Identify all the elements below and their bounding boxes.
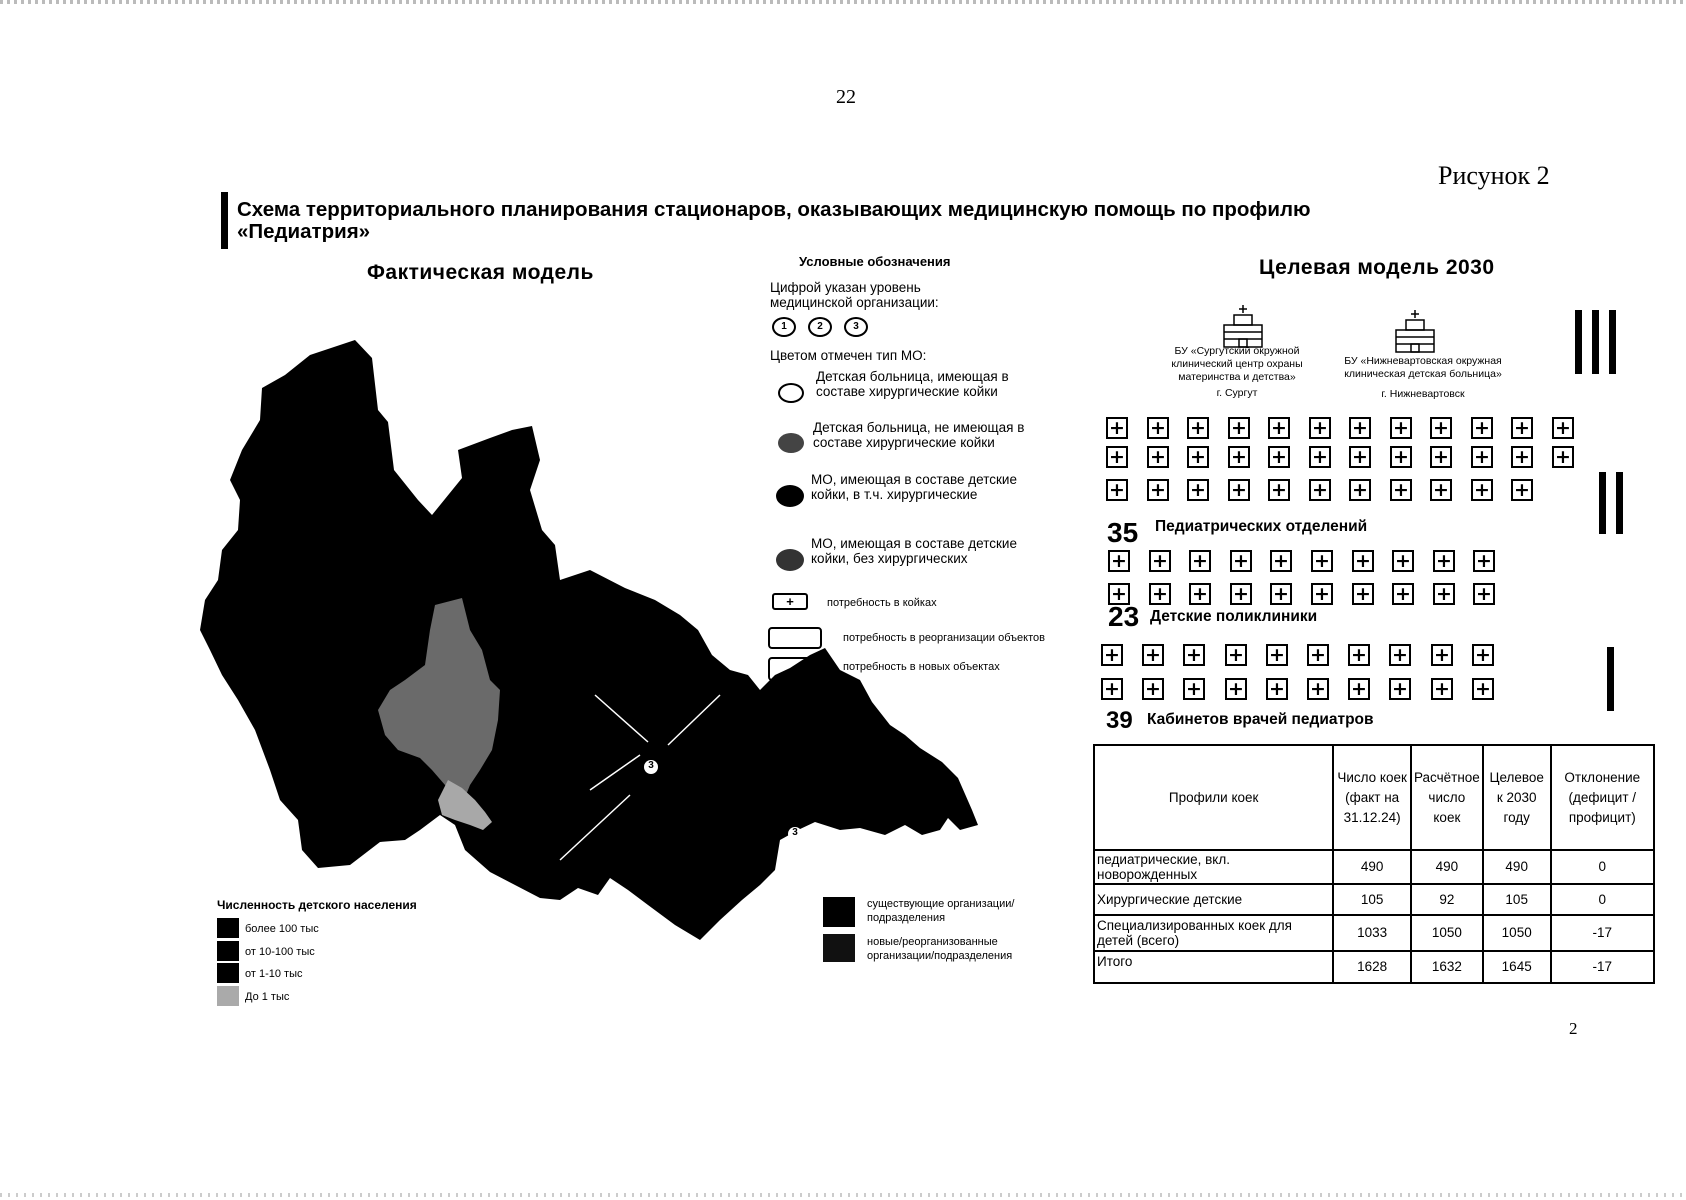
table-cell: 1050 [1483, 915, 1551, 951]
bed-need-plus-icon: + [1511, 479, 1533, 501]
bed-need-plus-icon: + [1270, 550, 1292, 572]
bed-need-plus-icon: + [1352, 583, 1374, 605]
bed-need-plus-icon: + [1101, 678, 1123, 700]
bed-need-plus-icon: + [1349, 417, 1371, 439]
new-need-label: потребность в новых объектах [843, 661, 1000, 673]
table-cell: Специализированных коек для детей (всего) [1094, 915, 1333, 951]
bed-need-plus-icon: + [1390, 479, 1412, 501]
hospital-name-1: БУ «Сургутский окружной клинический центр охраны материнства и детства» [1171, 345, 1303, 383]
bed-need-plus-icon: + [1552, 446, 1574, 468]
bed-need-plus-icon: + [1311, 583, 1333, 605]
table-row [1094, 850, 1654, 884]
legend-heading: Условные обозначения [799, 254, 951, 269]
bed-need-plus-icon: + [1348, 678, 1370, 700]
type-marker-3 [776, 485, 804, 507]
bed-need-plus-icon: + [1268, 479, 1290, 501]
bed-need-plus-icon: + [1225, 678, 1247, 700]
bed-need-plus-icon: + [1187, 479, 1209, 501]
bed-need-plus-icon: + [1511, 446, 1533, 468]
bed-need-plus-icon: + [1348, 644, 1370, 666]
bed-need-plus-icon: + [1106, 479, 1128, 501]
org-label-existing: существующие организации/подразделения [867, 898, 1015, 924]
hospital-name-2: БУ «Нижневартовская окружная клиническая детская больница» [1344, 355, 1502, 380]
bed-need-plus-icon: + [1392, 550, 1414, 572]
level-bar-3c [1609, 310, 1616, 374]
bed-need-plus-icon: + [1309, 479, 1331, 501]
bed-need-plus-icon: + [1309, 446, 1331, 468]
table-row [1094, 951, 1654, 983]
bed-need-plus-icon: + [1228, 446, 1250, 468]
table-row [1094, 915, 1654, 951]
bed-need-plus-icon: + [1149, 583, 1171, 605]
bed-need-plus-icon: + [1230, 550, 1252, 572]
bed-need-plus-icon: + [1147, 446, 1169, 468]
bed-need-plus-icon: + [1189, 550, 1211, 572]
bed-need-plus-icon: + [1149, 550, 1171, 572]
bed-need-plus-icon: + [1390, 417, 1412, 439]
figure-title: Схема территориального планирования стационаров, оказывающих медицинскую помощь по профилю «Педиатрия» [237, 198, 1311, 243]
bed-need-plus-icon: + [1309, 417, 1331, 439]
bed-need-plus-icon: + [1142, 644, 1164, 666]
population-swatch-2 [217, 941, 239, 961]
bed-need-plus-icon: + [1307, 678, 1329, 700]
bed-need-plus-icon: + [1392, 583, 1414, 605]
map-marker-label-1: 3 [648, 760, 654, 771]
table-cell: 490 [1333, 850, 1411, 884]
type-label-3: МО, имеющая в составе детские койки, в т.ч. хирургические [811, 472, 1017, 502]
table-cell: -17 [1551, 915, 1654, 951]
beds-table [1093, 744, 1655, 984]
table-cell: 1050 [1411, 915, 1483, 951]
bed-need-plus-icon: + [1268, 417, 1290, 439]
hospital-city-1: г. Сургут [1216, 387, 1258, 399]
bed-need-plus-icon: + [1266, 678, 1288, 700]
bed-need-plus-icon: + [1106, 446, 1128, 468]
bed-need-plus-icon: + [1433, 583, 1455, 605]
type-marker-1 [778, 383, 804, 403]
legend-level-text: Цифрой указан уровень медицинской организации: [770, 280, 939, 310]
population-label-2: от 10-100 тыс [245, 946, 315, 958]
bed-need-plus-icon: + [1552, 417, 1574, 439]
population-legend-heading: Численность детского населения [217, 898, 417, 912]
hospital-building-icon-2 [1392, 310, 1438, 354]
bed-need-plus-icon: + [1430, 446, 1452, 468]
table-cell: 1632 [1411, 951, 1483, 983]
level-circle-1: 1 [772, 317, 796, 337]
table-cell: 490 [1411, 850, 1483, 884]
bed-need-plus-icon: + [1187, 446, 1209, 468]
bed-need-label: потребность в койках [827, 597, 937, 609]
bed-need-plus-icon: + [1270, 583, 1292, 605]
level-circle-3: 3 [844, 317, 868, 337]
figure-label: Рисунок 2 [1438, 161, 1550, 190]
bed-need-plus-icon: + [1430, 479, 1452, 501]
group-count-1: 35 [1107, 517, 1139, 548]
table-header-cell: Отклонение (дефицит / профицит) [1551, 745, 1654, 850]
scan-edge-bottom [0, 1193, 1686, 1197]
bed-need-plus-icon: + [1433, 550, 1455, 572]
title-bar-mark [221, 192, 228, 249]
table-cell: педиатрические, вкл. новорожденных [1094, 850, 1333, 884]
level-bar-3b [1592, 310, 1599, 374]
bed-need-plus-icon: + [1101, 644, 1123, 666]
bed-need-plus-icon: + [1352, 550, 1374, 572]
bed-need-plus-icon: + [1472, 644, 1494, 666]
bed-need-plus-icon: + [1147, 479, 1169, 501]
bed-need-plus-icon: + [1108, 550, 1130, 572]
bed-need-plus-icon: + [1473, 583, 1495, 605]
bed-need-plus-icon: + [1225, 644, 1247, 666]
group-label-2: Детские поликлиники [1150, 608, 1318, 625]
population-swatch-1 [217, 918, 239, 938]
bed-need-plus-icon: + [1266, 644, 1288, 666]
table-cell: 1033 [1333, 915, 1411, 951]
org-swatch-existing [823, 897, 855, 927]
table-header-cell: Профили коек [1094, 745, 1333, 850]
hospital-city-2: г. Нижневартовск [1381, 388, 1465, 400]
bed-need-plus-icon: + [1106, 417, 1128, 439]
table-cell: 1645 [1483, 951, 1551, 983]
bed-need-plus-icon: + [1307, 644, 1329, 666]
scan-edge-top [0, 0, 1686, 4]
table-header-cell: Целевое к 2030 году [1483, 745, 1551, 850]
group-label-1: Педиатрических отделений [1155, 518, 1368, 535]
group-count-2: 23 [1108, 601, 1140, 632]
bed-need-plus-icon: + [1228, 479, 1250, 501]
table-cell: 92 [1411, 884, 1483, 915]
bed-need-plus-icon: + [1472, 678, 1494, 700]
footer-number: 2 [1569, 1019, 1578, 1038]
table-cell: 0 [1551, 850, 1654, 884]
type-marker-4 [776, 549, 804, 571]
table-header-row [1094, 745, 1654, 850]
type-label-2: Детская больница, не имеющая в составе хирургические койки [813, 420, 1025, 450]
bed-need-plus-icon: + [1108, 583, 1130, 605]
page-number: 22 [836, 86, 856, 108]
bed-need-plus-icon: + [1268, 446, 1290, 468]
bed-need-plus-icon: + [1471, 446, 1493, 468]
table-header-cell: Расчётное число коек [1411, 745, 1483, 850]
population-label-1: более 100 тыс [245, 923, 319, 935]
map-marker-label-2: 3 [792, 827, 798, 838]
level-bar-3a [1575, 310, 1582, 374]
table-cell: 490 [1483, 850, 1551, 884]
type-label-1: Детская больница, имеющая в составе хирургические койки [816, 369, 1009, 399]
population-label-4: До 1 тыс [245, 991, 290, 1003]
new-need-box [768, 657, 822, 681]
type-label-4: МО, имеющая в составе детские койки, без хирургических [811, 536, 1017, 566]
bed-need-plus-icon: + [1142, 678, 1164, 700]
table-row [1094, 884, 1654, 915]
table-cell: Хирургические детские [1094, 884, 1333, 915]
bed-need-plus-icon: + [1147, 417, 1169, 439]
bed-need-plus-icon: + [1349, 446, 1371, 468]
level-bar-2a [1599, 472, 1606, 534]
bed-need-plus-icon: + [1189, 583, 1211, 605]
bed-need-plus-icon: + [1187, 417, 1209, 439]
level-bar-2b [1616, 472, 1623, 534]
reorg-need-box [768, 627, 822, 649]
population-swatch-4 [217, 986, 239, 1006]
group-label-3: Кабинетов врачей педиатров [1147, 711, 1374, 728]
bed-need-plus-icon: + [1311, 550, 1333, 572]
table-cell: 0 [1551, 884, 1654, 915]
bed-need-plus-icon: + [1390, 446, 1412, 468]
type-marker-2 [778, 433, 804, 453]
table-cell: 105 [1333, 884, 1411, 915]
table-cell: -17 [1551, 951, 1654, 983]
bed-need-plus-icon: + [1183, 678, 1205, 700]
bed-need-plus-icon: + [1471, 417, 1493, 439]
bed-need-plus-icon: + [1431, 644, 1453, 666]
bed-need-plus-icon: + [1389, 678, 1411, 700]
hospital-building-icon-1 [1220, 305, 1266, 349]
bed-need-icon: + [772, 593, 808, 610]
level-bar-1a [1607, 647, 1614, 711]
bed-need-plus-icon: + [1430, 417, 1452, 439]
level-circle-2: 2 [808, 317, 832, 337]
bed-need-plus-icon: + [1511, 417, 1533, 439]
bed-need-plus-icon: + [1230, 583, 1252, 605]
population-swatch-3 [217, 963, 239, 983]
table-cell: 1628 [1333, 951, 1411, 983]
target-model-heading: Целевая модель 2030 [1259, 256, 1495, 279]
group-count-3: 39 [1106, 707, 1133, 734]
bed-need-plus-icon: + [1473, 550, 1495, 572]
table-header-cell: Число коек (факт на 31.12.24) [1333, 745, 1411, 850]
org-label-new: новые/реорганизованные организации/подразделения [867, 936, 1013, 962]
bed-need-plus-icon: + [1431, 678, 1453, 700]
bed-need-plus-icon: + [1349, 479, 1371, 501]
table-cell: 105 [1483, 884, 1551, 915]
bed-need-plus-icon: + [1389, 644, 1411, 666]
actual-model-heading: Фактическая модель [367, 261, 594, 284]
bed-need-plus-icon: + [1183, 644, 1205, 666]
org-swatch-new [823, 934, 855, 962]
bed-need-plus-icon: + [1228, 417, 1250, 439]
table-cell: Итого [1094, 951, 1333, 983]
reorg-need-label: потребность в реорганизации объектов [843, 632, 1045, 644]
bed-need-plus-icon: + [1471, 479, 1493, 501]
population-label-3: от 1-10 тыс [245, 968, 303, 980]
legend-color-text: Цветом отмечен тип МО: [770, 348, 927, 363]
